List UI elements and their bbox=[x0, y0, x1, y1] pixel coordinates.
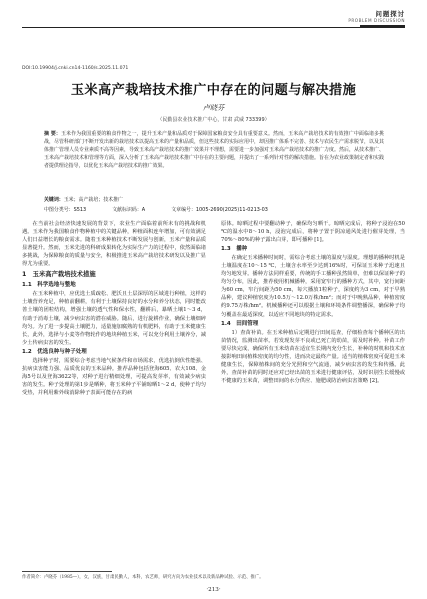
subsection-heading-1-1: 1.1 科学选地与整地 bbox=[22, 282, 76, 289]
paragraph-1-2: 选择种子时，需要综合考虑当地气候条件和市场需求，优选抗倒伏性能强、抗病虫害能力强、品质优良的玉米品种。推荐品种包括登海605、农大108、金海5号以及登海3622等，对种子进行精细处理，可提高发芽率，有效减少病虫害的发生。种子处理的第1步是晒种，将玉米种子平铺晾晒1～2 d，使种子均匀受热，并利用紫外线消除种子表面可能存在的病 bbox=[22, 357, 206, 396]
abstract-label: 摘 要： bbox=[44, 131, 61, 137]
paragraph-1-2-continued: 原体。晾晒过程中要翻动种子，确保均匀晒干。晾晒完成后，将种子浸泡在50 ℃的温水中8～10 h，浸泡完成后，将种子置于阴凉通风处进行催芽处理，当70%～80%的种子露出白芽，即可播种 [1]。 bbox=[221, 221, 405, 244]
keywords-text: 玉米；高产栽培；技术推广 bbox=[63, 197, 123, 203]
paper-title: 玉米高产栽培技术推广中存在的问题与解决措施 bbox=[70, 83, 357, 98]
author-footnote: 作者简介：卢晓芬（1985—），女，汉族，甘肃民勤人，本科，农艺师，研究方向为农业技术以及新品种试验、示范、推广。 bbox=[22, 575, 264, 580]
journal-section-title-en: PROBLEM DISCUSSION bbox=[348, 18, 405, 23]
left-column bbox=[22, 220, 206, 397]
subsection-heading-1-4: 1.4 田间管理 bbox=[221, 320, 259, 327]
abstract-text: 玉米作为我国重要的粮食作物之一，提升玉米产量和品质对于保障国家粮食安全具有重要意义。然而，玉米高产栽培技术的有效推广中面临诸多挑战，尽管科研部门不断开发出新的栽培技术以提高玉米的产量和品质，但这些技术的实际应用中，却因推广体系不完善、技术与农民生产需求脱节，以及其体推广管理人员专业素质不高等因素，导致玉米高产栽培技术的推广效果并不理想，需要进一步加强对玉米高产栽培技术的推广力度。然后，从技术推广、玉米高产栽培技术和管理等方面，深入分析了玉米高产栽培技术推广中存在的主要问题，并提出了一系列针对性的解决措施。旨在为农业政策制定者和实践者提供理论指导，以优化玉米高产栽培技术的推广效果。 bbox=[44, 131, 385, 170]
subsection-heading-1-2: 1.2 优选良种与种子处理 bbox=[22, 348, 87, 355]
paragraph-1-4: 1）查苗补苗。在玉米种植后定期进行田间巡查，仔细检查每个播种区的出苗情况，监测出苗率。若发现发芽不良或已死亡的幼苗，需及时补种。补苗工作要尽快完成，确保所有玉米幼苗在适宜生长期内充分生长，补种的时机和技术直接影响田间植株密度的均匀性，进而决定最终产量。适当的植株密度可促进玉米健康生长，保障植株间的充分光照和空气流通，减少病虫害的发生和传播。此外，查苗补苗的同时还应对已经出苗的玉米进行健康评估，及时识别生长缓慢或不健康的玉米苗，调整田间的水分供应、施肥或防治病虫害策略 [2]。 bbox=[221, 329, 405, 384]
affiliation: （民勤县农业技术推广中心，甘肃 武威 733399） bbox=[157, 117, 270, 123]
paragraph-1-1: 在玉米种植中，应优选土质疏松、肥沃且土层深厚的区域进行种植，这样的土壤营养充足，种植前翻耕，有利于土壤保持良好的水分和养分状态，同时能改善土壤的团粒结构，增强土壤的透气性和保水性，翻耕后，暴晒土壤1～3 d，有助于消毒土壤，减少病虫害的潜在威胁。随后，进行旋耕作业，确保土壤细碎均匀。为了进一步提高土壤肥力，适量施加腐熟的有机肥料，有助于玉米健康生长，此外，选择与小麦等作物轮作的地块种植玉米，可以充分利用土壤养分，减少土传病虫害的发生。 bbox=[22, 291, 206, 346]
footnote-rule bbox=[22, 571, 112, 572]
paragraph-1-3: 在确定玉米播种时间时，需综合考虑土壤的温度与湿度。理想的播种时机是土壤温度在10～15 ℃，土壤含水率至少达到16%时，可保证玉米种子迅速且均匀地发芽。播种方法同样重要，传统的手工播种虽然简单，但难以保证种子的均匀分布，因此，推荐使用机械播种，采用宽窄行的播种方式，其中，宽行间距为60 cm，窄行间距为50 cm，每穴播放1粒种子，深度约为3 cm，对于早熟品种，建议种植密度为10.5万～12.0万株/hm²；而对于中晚熟品种，种植密度约9.75万株/hm²。机械播种还可以根据土壤和环境条件调整播深，确保种子均匀覆盖在最适深度，以适应不同地块的特定需求。 bbox=[221, 255, 405, 318]
section-heading-1: 1 玉米高产栽培技术措施 bbox=[22, 271, 96, 279]
author: 卢晓芬 bbox=[202, 103, 225, 112]
journal-section-title: 问题探讨 bbox=[375, 10, 405, 18]
intro-paragraph: 在当前社会经济快速发展的背景下，农业生产面临着前所未有的挑战和机遇。玉米作为我国粮食作物种植中的关键品种，种植面积连年增加，可有效满足人们日益增长的粮食需求。随着玉米种植技术不断发展与创新，玉米产量和品质显著提升。然而，玉米先进的科研成果转化为实际生产力的过程中，依然面临诸多挑战，为保障粮食的质量与安全，积极推进玉米高产栽培技术研发以及推广显得尤为重要。 bbox=[22, 221, 206, 268]
doi: DOI:10.19904/j.cnki.cn14-1160/s.2025.11.071 bbox=[22, 66, 129, 71]
page-number: ·213· bbox=[206, 587, 221, 593]
abstract bbox=[44, 130, 384, 170]
article-number: 文章编号：1005-2690(2025)11-0213-03 bbox=[171, 207, 268, 213]
subsection-heading-1-3: 1.3 播种 bbox=[221, 246, 248, 253]
header-rule bbox=[22, 27, 405, 28]
clc-number: 中图分类号：S513 bbox=[44, 207, 87, 213]
right-column bbox=[221, 220, 405, 385]
keywords bbox=[44, 196, 384, 203]
classification-info bbox=[44, 206, 384, 213]
document-code: 文献标识码：A bbox=[112, 207, 146, 213]
keywords-label: 关键词： bbox=[44, 197, 64, 203]
